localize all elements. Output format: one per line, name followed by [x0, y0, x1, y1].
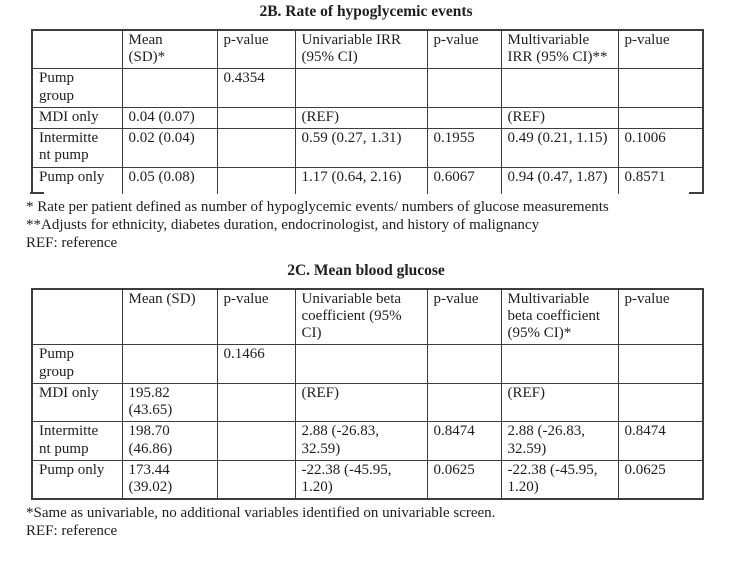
- table-2c-section: [0, 262, 732, 541]
- table-cell: [618, 383, 703, 422]
- table-cell: [217, 129, 295, 168]
- table-cell: [217, 383, 295, 422]
- table-cell: 0.1955: [427, 129, 501, 168]
- table-2c-header-row: [32, 289, 703, 345]
- table-cell: [122, 69, 217, 108]
- table-cell: 0.94 (0.47, 1.87): [501, 167, 618, 194]
- table-row: [32, 129, 703, 168]
- column-header: Multivariable IRR (95% CI)**: [501, 30, 618, 69]
- table-cell: 1.17 (0.64, 2.16): [295, 167, 427, 194]
- footnote: REF: reference: [26, 234, 118, 251]
- column-header: p-value: [618, 289, 703, 345]
- table-2b-section: [0, 3, 732, 252]
- column-header: [32, 30, 122, 69]
- table-cell: [501, 345, 618, 384]
- table-2b-header-row: [32, 30, 703, 69]
- column-header: Multivariable beta coefficient (95% CI)*: [501, 289, 618, 345]
- table-cell: 0.02 (0.04): [122, 129, 217, 168]
- table-cell: 0.4354: [217, 69, 295, 108]
- table-2b-wrapper: [31, 29, 702, 194]
- footnote: *Same as univariable, no additional variables identified on univariable screen.: [26, 505, 496, 522]
- table-cell: (REF): [501, 383, 618, 422]
- table-cell: [217, 107, 295, 128]
- table-cell: -22.38 (-45.95, 1.20): [501, 460, 618, 499]
- table-2c-title: 2C. Mean blood glucose: [287, 261, 445, 279]
- table-2c-footnotes: [26, 504, 732, 540]
- table-cell: [618, 107, 703, 128]
- table-row: [32, 383, 703, 422]
- column-header: p-value: [427, 289, 501, 345]
- table-cell: 0.0625: [427, 460, 501, 499]
- column-header: Mean (SD): [122, 289, 217, 345]
- column-header: Univariable beta coefficient (95% CI): [295, 289, 427, 345]
- table-2c: [31, 288, 704, 501]
- table-row: [32, 460, 703, 499]
- table-row: [32, 345, 703, 384]
- table-cell: [618, 345, 703, 384]
- table-cell: 0.6067: [427, 167, 501, 194]
- table-cell: 0.8571: [618, 167, 703, 194]
- table-cell: 0.59 (0.27, 1.31): [295, 129, 427, 168]
- column-header: Univariable IRR (95% CI): [295, 30, 427, 69]
- table-2b-bottom-right-corner: [689, 192, 703, 194]
- row-label-cell: Intermittent pump: [32, 129, 122, 168]
- column-header: p-value: [217, 30, 295, 69]
- row-label-cell: Pump group: [32, 345, 122, 384]
- table-cell: 0.0625: [618, 460, 703, 499]
- row-label-cell: Pump only: [32, 460, 122, 499]
- table-cell: 195.82 (43.65): [122, 383, 217, 422]
- table-cell: [122, 345, 217, 384]
- table-cell: 0.05 (0.08): [122, 167, 217, 194]
- table-2c-wrapper: [31, 288, 702, 501]
- table-cell: 0.1006: [618, 129, 703, 168]
- table-cell: 198.70 (46.86): [122, 422, 217, 461]
- table-row: [32, 167, 703, 194]
- table-row: [32, 422, 703, 461]
- table-2b: [31, 29, 704, 194]
- table-cell: 0.8474: [618, 422, 703, 461]
- table-cell: [427, 345, 501, 384]
- column-header: p-value: [217, 289, 295, 345]
- row-label-cell: Intermittent pump: [32, 422, 122, 461]
- column-header: p-value: [618, 30, 703, 69]
- table-cell: [217, 422, 295, 461]
- table-row: [32, 107, 703, 128]
- row-label-cell: Pump group: [32, 69, 122, 108]
- table-cell: [427, 69, 501, 108]
- table-cell: 173.44 (39.02): [122, 460, 217, 499]
- table-2b-title: 2B. Rate of hypoglycemic events: [259, 3, 473, 20]
- column-header: [32, 289, 122, 345]
- table-cell: [295, 345, 427, 384]
- row-label-cell: MDI only: [32, 107, 122, 128]
- table-cell: [427, 107, 501, 128]
- table-cell: (REF): [501, 107, 618, 128]
- row-label-cell: Pump only: [32, 167, 122, 194]
- footnote: REF: reference: [26, 523, 118, 540]
- table-cell: [427, 383, 501, 422]
- table-row: [32, 69, 703, 108]
- table-cell: 2.88 (-26.83, 32.59): [295, 422, 427, 461]
- table-cell: [217, 167, 295, 194]
- column-header: p-value: [427, 30, 501, 69]
- table-cell: (REF): [295, 383, 427, 422]
- table-cell: 0.49 (0.21, 1.15): [501, 129, 618, 168]
- table-cell: 2.88 (-26.83, 32.59): [501, 422, 618, 461]
- row-label-cell: MDI only: [32, 383, 122, 422]
- table-2b-footnotes: [26, 198, 732, 252]
- footnote: **Adjusts for ethnicity, diabetes duration, endocrinologist, and history of malignancy: [26, 216, 540, 233]
- table-cell: 0.8474: [427, 422, 501, 461]
- column-header: Mean (SD)*: [122, 30, 217, 69]
- table-cell: [618, 69, 703, 108]
- table-cell: (REF): [295, 107, 427, 128]
- table-cell: [295, 69, 427, 108]
- footnote: * Rate per patient defined as number of hypoglycemic events/ numbers of glucose measurements: [26, 198, 609, 215]
- table-cell: [501, 69, 618, 108]
- table-cell: 0.04 (0.07): [122, 107, 217, 128]
- table-cell: -22.38 (-45.95, 1.20): [295, 460, 427, 499]
- table-2b-bottom-left-corner: [30, 192, 44, 194]
- table-cell: [217, 460, 295, 499]
- table-cell: 0.1466: [217, 345, 295, 384]
